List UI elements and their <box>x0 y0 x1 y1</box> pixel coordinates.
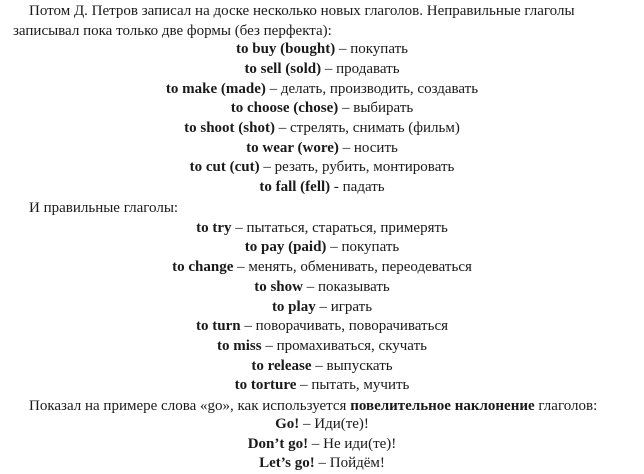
verb-meaning: стрелять, снимать (фильм) <box>289 120 460 136</box>
verb-meaning: продавать <box>336 61 400 77</box>
imperative-term: повелительное наклонение <box>350 398 535 414</box>
verb-term: to try <box>196 220 232 236</box>
example-term: Let’s go! <box>259 455 315 471</box>
imperative-example: Let’s go! – Пойдём! <box>259 455 385 471</box>
verb-meaning: показывать <box>317 279 390 295</box>
verb-term: to sell (sold) <box>244 61 322 77</box>
irregular-verb-entry: to sell (sold) – продавать <box>244 61 400 77</box>
verb-meaning: покупать <box>341 239 400 255</box>
verb-term: to pay (paid) <box>244 239 327 255</box>
irregular-verb-entry: to fall (fell) - падать <box>259 179 385 195</box>
regular-verb-entry: to miss – промахиваться, скучать <box>217 338 427 354</box>
imperative-example: Don’t go! – Не иди(те)! <box>247 436 397 452</box>
example-meaning: Не иди(те)! <box>323 436 397 452</box>
regular-verb-entry: to show – показывать <box>254 279 390 295</box>
regular-verb-entry: to release – выпускать <box>251 358 393 374</box>
example-meaning: Пойдём! <box>329 455 385 471</box>
verb-meaning: делать, производить, создавать <box>280 81 479 97</box>
irregular-verb-entry: to wear (wore) – носить <box>246 140 398 156</box>
verb-meaning: пытаться, стараться, примерять <box>246 220 448 236</box>
verb-term: to show <box>254 279 303 295</box>
imperative-example: Go! – Иди(те)! <box>275 416 369 432</box>
verb-term: to buy (bought) <box>236 41 336 57</box>
irregular-verb-entry: to shoot (shot) – стрелять, снимать (фильм) <box>184 120 460 136</box>
regular-verbs-heading: И правильные глаголы: <box>29 200 179 216</box>
verb-term: to choose (chose) <box>230 100 339 116</box>
verb-meaning: менять, обменивать, переодеваться <box>248 259 472 275</box>
verb-meaning: выпускать <box>326 358 393 374</box>
regular-verb-entry: to turn – поворачивать, поворачиваться <box>195 318 449 334</box>
regular-verb-entry: to try – пытаться, стараться, примерять <box>196 220 448 236</box>
example-term: Go! <box>275 416 300 432</box>
intro-line-2: записывал пока только две формы (без перфекта): <box>13 23 332 39</box>
verb-meaning: играть <box>330 299 373 315</box>
intro-line-1: Потом Д. Петров записал на доске несколько новых глаголов. Неправильные глаголы <box>29 3 575 19</box>
regular-verb-entry: to torture – пытать, мучить <box>234 377 410 393</box>
verb-term: to play <box>271 299 316 315</box>
verb-term: to turn <box>195 318 241 334</box>
verb-term: to release <box>251 358 312 374</box>
verb-meaning: падать <box>342 179 385 195</box>
verb-term: to fall (fell) <box>259 179 331 195</box>
verb-term: to change <box>172 259 234 275</box>
irregular-verb-entry: to make (made) – делать, производить, создавать <box>165 81 479 97</box>
irregular-verb-entry: to buy (bought) – покупать <box>236 41 408 57</box>
example-term: Don’t go! <box>247 436 309 452</box>
imperative-intro: Показал на примере слова «go», как используется повелительное наклонение глаголов: <box>29 398 598 414</box>
verb-term: to make (made) <box>165 81 266 97</box>
regular-verb-entry: to pay (paid) – покупать <box>244 239 400 255</box>
verb-meaning: носить <box>353 140 398 156</box>
irregular-verb-entry: to cut (cut) – резать, рубить, монтировать <box>189 159 455 175</box>
verb-term: to wear (wore) <box>246 140 339 156</box>
regular-verb-entry: to play – играть <box>271 299 373 315</box>
verb-meaning: промахиваться, скучать <box>276 338 427 354</box>
regular-verb-entry: to change – менять, обменивать, переодеваться <box>172 259 472 275</box>
verb-meaning: поворачивать, поворачиваться <box>255 318 449 334</box>
verb-term: to torture <box>234 377 297 393</box>
verb-meaning: резать, рубить, монтировать <box>274 159 455 175</box>
verb-meaning: пытать, мучить <box>311 377 410 393</box>
irregular-verb-entry: to choose (chose) – выбирать <box>230 100 414 116</box>
example-meaning: Иди(те)! <box>314 416 369 432</box>
verb-meaning: выбирать <box>353 100 414 116</box>
verb-meaning: покупать <box>350 41 408 57</box>
verb-term: to cut (cut) <box>189 159 260 175</box>
verb-term: to shoot (shot) <box>184 120 275 136</box>
verb-term: to miss <box>217 338 262 354</box>
